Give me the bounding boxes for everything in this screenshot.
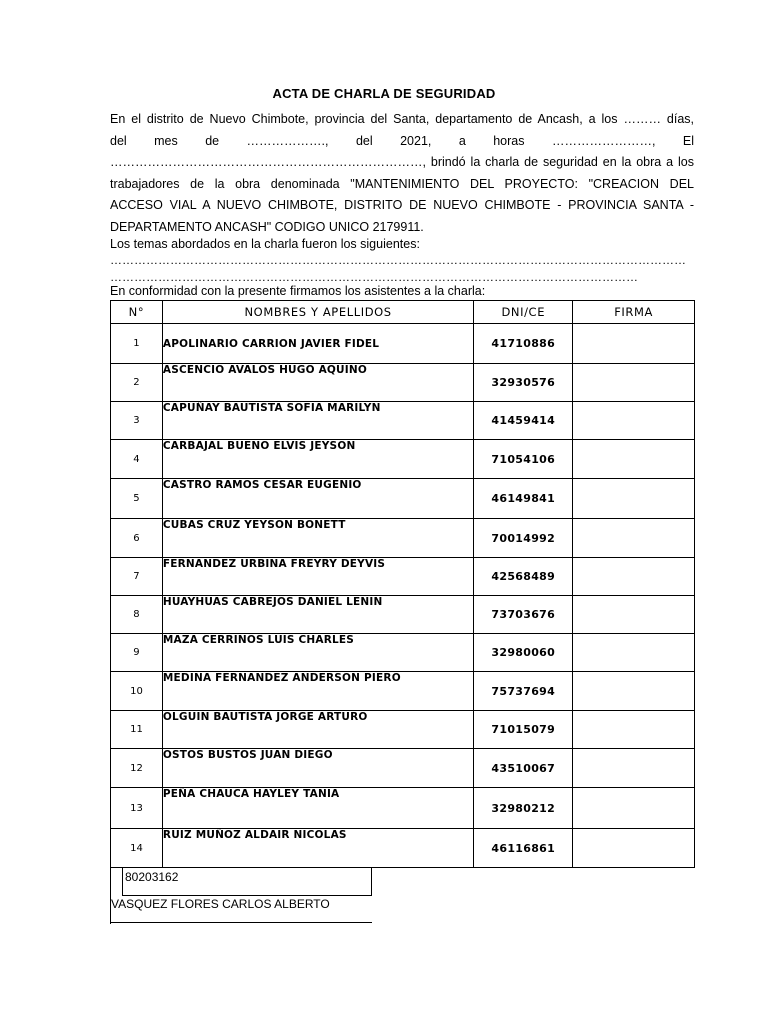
row-name: RUIZ MUÑOZ ALDAIR NICOLAS <box>162 829 473 868</box>
table-row <box>111 829 695 868</box>
divider <box>122 868 123 896</box>
row-number: 1 <box>111 324 163 364</box>
row-number: 8 <box>111 596 163 634</box>
table-row <box>111 558 695 596</box>
table-header-row <box>111 301 695 324</box>
intro-line: ACCESO VIAL A NUEVO CHIMBOTE, DISTRITO DE NUEVO CHIMBOTE - PROVINCIA SANTA - <box>110 198 694 212</box>
table-row <box>111 788 695 829</box>
divider <box>110 868 111 924</box>
row-dni: 75737694 <box>474 672 573 711</box>
row-number: 7 <box>111 558 163 596</box>
row-signature-cell[interactable] <box>573 364 695 402</box>
row-dni: 41459414 <box>474 402 573 440</box>
row-signature-cell[interactable] <box>573 324 695 364</box>
row-name: MEDINA FERNANDEZ ANDERSON PIERO <box>162 672 473 711</box>
row-signature-cell[interactable] <box>573 558 695 596</box>
row-number: 11 <box>111 711 163 749</box>
row-name: FERNANDEZ URBINA FREYRY DEYVIS <box>162 558 473 596</box>
divider <box>122 895 372 896</box>
row-number: 5 <box>111 479 163 519</box>
intro-line: trabajadores de la obra denominada "MANTENIMIENTO DEL PROYECTO: "CREACION DEL <box>110 176 694 191</box>
intro-line: del mes de ………………., del 2021, a horas ……………………, El <box>110 133 694 148</box>
topics-label: Los temas abordados en la charla fueron los siguientes: <box>110 237 420 251</box>
row-signature-cell[interactable] <box>573 672 695 711</box>
row-name: PEÑA CHAUCA HAYLEY TANIA <box>162 788 473 829</box>
table-row <box>111 672 695 711</box>
table-row <box>111 402 695 440</box>
row-number: 6 <box>111 519 163 558</box>
row-number: 13 <box>111 788 163 829</box>
row-dni: 41710886 <box>474 324 573 364</box>
row-number: 10 <box>111 672 163 711</box>
divider <box>371 868 372 896</box>
extra-entry-dni: 80203162 <box>125 870 179 884</box>
row-signature-cell[interactable] <box>573 596 695 634</box>
row-name: CASTRO RAMOS CESAR EUGENIO <box>162 479 473 519</box>
row-number: 4 <box>111 440 163 479</box>
table-row <box>111 479 695 519</box>
table-row <box>111 749 695 788</box>
table-row <box>111 519 695 558</box>
row-signature-cell[interactable] <box>573 402 695 440</box>
row-dni: 42568489 <box>474 558 573 596</box>
row-name: OLGUIN BAUTISTA JORGE ARTURO <box>162 711 473 749</box>
row-number: 3 <box>111 402 163 440</box>
row-name: ASCENCIO AVALOS HUGO AQUINO <box>162 364 473 402</box>
table-row <box>111 324 695 364</box>
row-dni: 71015079 <box>474 711 573 749</box>
table-row <box>111 596 695 634</box>
divider <box>110 922 372 923</box>
row-name: CARBAJAL BUENO ELVIS JEYSON <box>162 440 473 479</box>
row-signature-cell[interactable] <box>573 634 695 672</box>
table-row <box>111 711 695 749</box>
row-signature-cell[interactable] <box>573 711 695 749</box>
row-dni: 46116861 <box>474 829 573 868</box>
table-row <box>111 634 695 672</box>
conformity-text: En conformidad con la presente firmamos los asistentes a la charla: <box>110 284 486 298</box>
row-dni: 43510067 <box>474 749 573 788</box>
row-name: MAZA CERRINOS LUIS CHARLES <box>162 634 473 672</box>
row-dni: 32930576 <box>474 364 573 402</box>
header-signature: FIRMA <box>573 301 695 324</box>
row-dni: 73703676 <box>474 596 573 634</box>
attendance-table <box>110 300 695 868</box>
table-row <box>111 364 695 402</box>
header-number: N° <box>111 301 163 324</box>
row-name: OSTOS BUSTOS JUAN DIEGO <box>162 749 473 788</box>
row-number: 12 <box>111 749 163 788</box>
intro-paragraph <box>110 109 694 238</box>
header-names: NOMBRES Y APELLIDOS <box>162 301 473 324</box>
row-dni: 32980212 <box>474 788 573 829</box>
row-signature-cell[interactable] <box>573 749 695 788</box>
row-dni: 46149841 <box>474 479 573 519</box>
intro-line: En el distrito de Nuevo Chimbote, provincia del Santa, departamento de Ancash, a los ……… días, <box>110 112 694 126</box>
intro-line: …………………………………………………………………, brindó la charla de seguridad en la obra a los <box>110 155 694 169</box>
intro-line: DEPARTAMENTO ANCASH" CODIGO UNICO 2179911. <box>110 219 424 234</box>
dotted-line: ……………………………………………………………………………………………………………………………… <box>110 253 686 267</box>
row-name: CAPUÑAY BAUTISTA SOFIA MARILYN <box>162 402 473 440</box>
row-signature-cell[interactable] <box>573 788 695 829</box>
row-number: 9 <box>111 634 163 672</box>
row-dni: 70014992 <box>474 519 573 558</box>
row-number: 2 <box>111 364 163 402</box>
row-signature-cell[interactable] <box>573 829 695 868</box>
row-signature-cell[interactable] <box>573 479 695 519</box>
document-title: ACTA DE CHARLA DE SEGURIDAD <box>272 86 496 101</box>
row-dni: 32980060 <box>474 634 573 672</box>
row-number: 14 <box>111 829 163 868</box>
extra-entry-name: VASQUEZ FLORES CARLOS ALBERTO <box>111 897 330 911</box>
row-dni: 71054106 <box>474 440 573 479</box>
row-name: APOLINARIO CARRION JAVIER FIDEL <box>162 324 473 364</box>
header-dni: DNI/CE <box>474 301 573 324</box>
row-signature-cell[interactable] <box>573 519 695 558</box>
row-name: CUBAS CRUZ YEYSON BONETT <box>162 519 473 558</box>
table-row <box>111 440 695 479</box>
row-signature-cell[interactable] <box>573 440 695 479</box>
dotted-line: …………………………………………………………………………………………………………………… <box>110 270 638 284</box>
row-name: HUAYHUAS CABREJOS DANIEL LENIN <box>162 596 473 634</box>
